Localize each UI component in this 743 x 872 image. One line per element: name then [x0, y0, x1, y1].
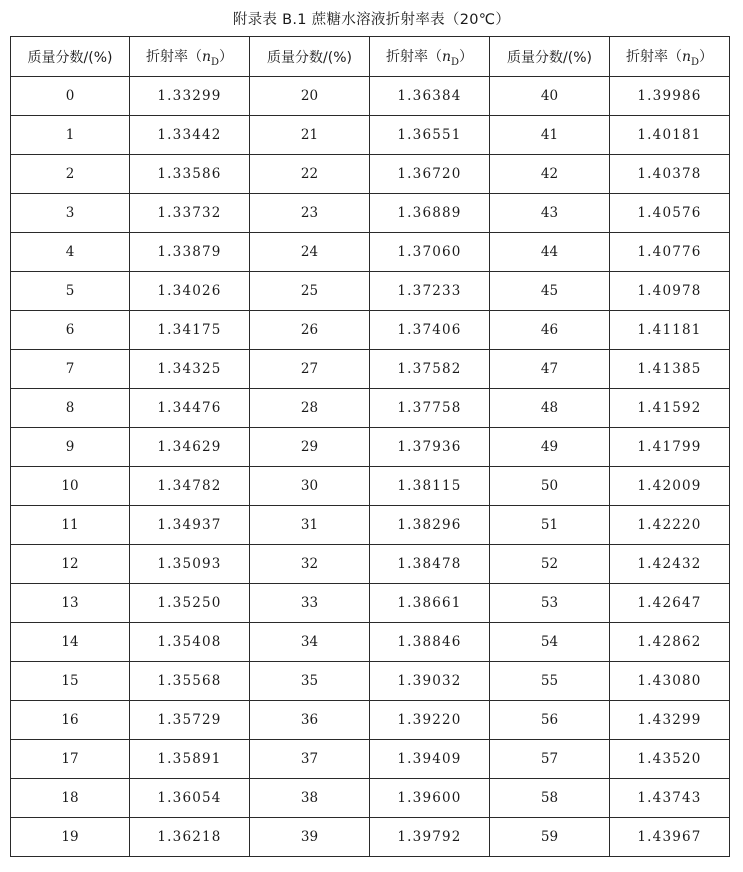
refractive-index-cell: 1.39986: [610, 77, 730, 116]
refractive-index-cell: 1.41385: [610, 350, 730, 389]
table-row: [11, 155, 730, 194]
mass-fraction-cell: 30: [250, 467, 370, 506]
mass-fraction-cell: 38: [250, 779, 370, 818]
header-fraction: 质量分数/(%): [490, 37, 610, 77]
mass-fraction-cell: 16: [11, 701, 130, 740]
refractive-index-cell: 1.39220: [370, 701, 490, 740]
header-index: 折射率$(n_D)$: [610, 37, 730, 77]
refractive-index-cell: 1.42432: [610, 545, 730, 584]
refractive-index-cell: 1.40181: [610, 116, 730, 155]
table-row: [11, 779, 730, 818]
refractive-index-cell: 1.35568: [130, 662, 250, 701]
mass-fraction-cell: 52: [490, 545, 610, 584]
refractive-index-cell: 1.35408: [130, 623, 250, 662]
refractive-index-cell: 1.43299: [610, 701, 730, 740]
mass-fraction-cell: 14: [11, 623, 130, 662]
refractive-index-cell: 1.38296: [370, 506, 490, 545]
refractive-index-cell: 1.36384: [370, 77, 490, 116]
table-body: [11, 77, 730, 857]
table-row: [11, 233, 730, 272]
refractive-index-cell: 1.40576: [610, 194, 730, 233]
mass-fraction-cell: 54: [490, 623, 610, 662]
mass-fraction-cell: 46: [490, 311, 610, 350]
table-row: [11, 584, 730, 623]
table-row: [11, 77, 730, 116]
mass-fraction-cell: 32: [250, 545, 370, 584]
mass-fraction-cell: 1: [11, 116, 130, 155]
mass-fraction-cell: 21: [250, 116, 370, 155]
table-row: [11, 662, 730, 701]
refractive-index-cell: 1.43743: [610, 779, 730, 818]
refractive-index-cell: 1.38115: [370, 467, 490, 506]
refractive-index-cell: 1.39792: [370, 818, 490, 857]
mass-fraction-cell: 34: [250, 623, 370, 662]
refractive-index-cell: 1.38846: [370, 623, 490, 662]
refractive-index-table: [10, 36, 730, 857]
mass-fraction-cell: 23: [250, 194, 370, 233]
mass-fraction-cell: 50: [490, 467, 610, 506]
header-row: [11, 37, 730, 77]
refractive-index-cell: 1.36720: [370, 155, 490, 194]
mass-fraction-cell: 37: [250, 740, 370, 779]
table-row: [11, 311, 730, 350]
refractive-index-cell: 1.34629: [130, 428, 250, 467]
mass-fraction-cell: 31: [250, 506, 370, 545]
refractive-index-cell: 1.34476: [130, 389, 250, 428]
refractive-index-cell: 1.38661: [370, 584, 490, 623]
mass-fraction-cell: 29: [250, 428, 370, 467]
mass-fraction-cell: 49: [490, 428, 610, 467]
refractive-index-cell: 1.36054: [130, 779, 250, 818]
refractive-index-cell: 1.33299: [130, 77, 250, 116]
mass-fraction-cell: 11: [11, 506, 130, 545]
refractive-index-cell: 1.34782: [130, 467, 250, 506]
header-index: 折射率$(n_D)$: [130, 37, 250, 77]
mass-fraction-cell: 36: [250, 701, 370, 740]
refractive-index-cell: 1.37758: [370, 389, 490, 428]
mass-fraction-cell: 47: [490, 350, 610, 389]
refractive-index-cell: 1.43520: [610, 740, 730, 779]
refractive-index-cell: 1.42220: [610, 506, 730, 545]
table-row: [11, 545, 730, 584]
mass-fraction-cell: 28: [250, 389, 370, 428]
refractive-index-cell: 1.36218: [130, 818, 250, 857]
refractive-index-cell: 1.33586: [130, 155, 250, 194]
mass-fraction-cell: 53: [490, 584, 610, 623]
mass-fraction-cell: 40: [490, 77, 610, 116]
refractive-index-cell: 1.42647: [610, 584, 730, 623]
mass-fraction-cell: 44: [490, 233, 610, 272]
mass-fraction-cell: 0: [11, 77, 130, 116]
refractive-index-cell: 1.34937: [130, 506, 250, 545]
refractive-index-cell: 1.43080: [610, 662, 730, 701]
refractive-index-cell: 1.39032: [370, 662, 490, 701]
mass-fraction-cell: 18: [11, 779, 130, 818]
refractive-index-cell: 1.35729: [130, 701, 250, 740]
mass-fraction-cell: 41: [490, 116, 610, 155]
refractive-index-cell: 1.34325: [130, 350, 250, 389]
refractive-index-cell: 1.40978: [610, 272, 730, 311]
table-row: [11, 350, 730, 389]
mass-fraction-cell: 12: [11, 545, 130, 584]
mass-fraction-cell: 24: [250, 233, 370, 272]
refractive-index-cell: 1.35891: [130, 740, 250, 779]
mass-fraction-cell: 39: [250, 818, 370, 857]
refractive-index-cell: 1.34026: [130, 272, 250, 311]
refractive-index-cell: 1.38478: [370, 545, 490, 584]
mass-fraction-cell: 22: [250, 155, 370, 194]
refractive-index-cell: 1.37060: [370, 233, 490, 272]
mass-fraction-cell: 33: [250, 584, 370, 623]
refractive-index-cell: 1.42862: [610, 623, 730, 662]
refractive-index-cell: 1.37582: [370, 350, 490, 389]
refractive-index-cell: 1.39409: [370, 740, 490, 779]
table-caption: 附录表 B.1 蔗糖水溶液折射率表（20℃）: [232, 12, 511, 28]
refractive-index-cell: 1.37936: [370, 428, 490, 467]
mass-fraction-cell: 17: [11, 740, 130, 779]
refractive-index-cell: 1.36551: [370, 116, 490, 155]
mass-fraction-cell: 51: [490, 506, 610, 545]
mass-fraction-cell: 15: [11, 662, 130, 701]
refractive-index-cell: 1.35093: [130, 545, 250, 584]
mass-fraction-cell: 13: [11, 584, 130, 623]
table-row: [11, 701, 730, 740]
mass-fraction-cell: 48: [490, 389, 610, 428]
refractive-index-cell: 1.41181: [610, 311, 730, 350]
mass-fraction-cell: 6: [11, 311, 130, 350]
table-row: [11, 194, 730, 233]
refractive-index-cell: 1.37406: [370, 311, 490, 350]
mass-fraction-cell: 59: [490, 818, 610, 857]
refractive-index-cell: 1.36889: [370, 194, 490, 233]
header-index: 折射率$(n_D)$: [370, 37, 490, 77]
mass-fraction-cell: 25: [250, 272, 370, 311]
table-row: [11, 116, 730, 155]
refractive-index-cell: 1.42009: [610, 467, 730, 506]
mass-fraction-cell: 55: [490, 662, 610, 701]
refractive-index-cell: 1.40776: [610, 233, 730, 272]
refractive-index-cell: 1.41799: [610, 428, 730, 467]
mass-fraction-cell: 7: [11, 350, 130, 389]
mass-fraction-cell: 43: [490, 194, 610, 233]
table-row: [11, 740, 730, 779]
table-row: [11, 506, 730, 545]
mass-fraction-cell: 58: [490, 779, 610, 818]
mass-fraction-cell: 35: [250, 662, 370, 701]
header-fraction: 质量分数/(%): [11, 37, 130, 77]
refractive-index-cell: 1.41592: [610, 389, 730, 428]
refractive-index-cell: 1.33442: [130, 116, 250, 155]
mass-fraction-cell: 4: [11, 233, 130, 272]
refractive-index-cell: 1.37233: [370, 272, 490, 311]
refractive-index-cell: 1.33732: [130, 194, 250, 233]
table-row: [11, 818, 730, 857]
mass-fraction-cell: 26: [250, 311, 370, 350]
mass-fraction-cell: 20: [250, 77, 370, 116]
mass-fraction-cell: 57: [490, 740, 610, 779]
mass-fraction-cell: 5: [11, 272, 130, 311]
refractive-index-cell: 1.39600: [370, 779, 490, 818]
mass-fraction-cell: 9: [11, 428, 130, 467]
mass-fraction-cell: 19: [11, 818, 130, 857]
mass-fraction-cell: 10: [11, 467, 130, 506]
mass-fraction-cell: 2: [11, 155, 130, 194]
mass-fraction-cell: 8: [11, 389, 130, 428]
mass-fraction-cell: 56: [490, 701, 610, 740]
refractive-index-cell: 1.35250: [130, 584, 250, 623]
table-row: [11, 623, 730, 662]
refractive-index-cell: 1.33879: [130, 233, 250, 272]
header-fraction: 质量分数/(%): [250, 37, 370, 77]
table-row: [11, 428, 730, 467]
mass-fraction-cell: 42: [490, 155, 610, 194]
refractive-index-cell: 1.40378: [610, 155, 730, 194]
table-row: [11, 389, 730, 428]
mass-fraction-cell: 45: [490, 272, 610, 311]
mass-fraction-cell: 27: [250, 350, 370, 389]
table-row: [11, 467, 730, 506]
table-row: [11, 272, 730, 311]
refractive-index-cell: 1.43967: [610, 818, 730, 857]
refractive-index-cell: 1.34175: [130, 311, 250, 350]
mass-fraction-cell: 3: [11, 194, 130, 233]
